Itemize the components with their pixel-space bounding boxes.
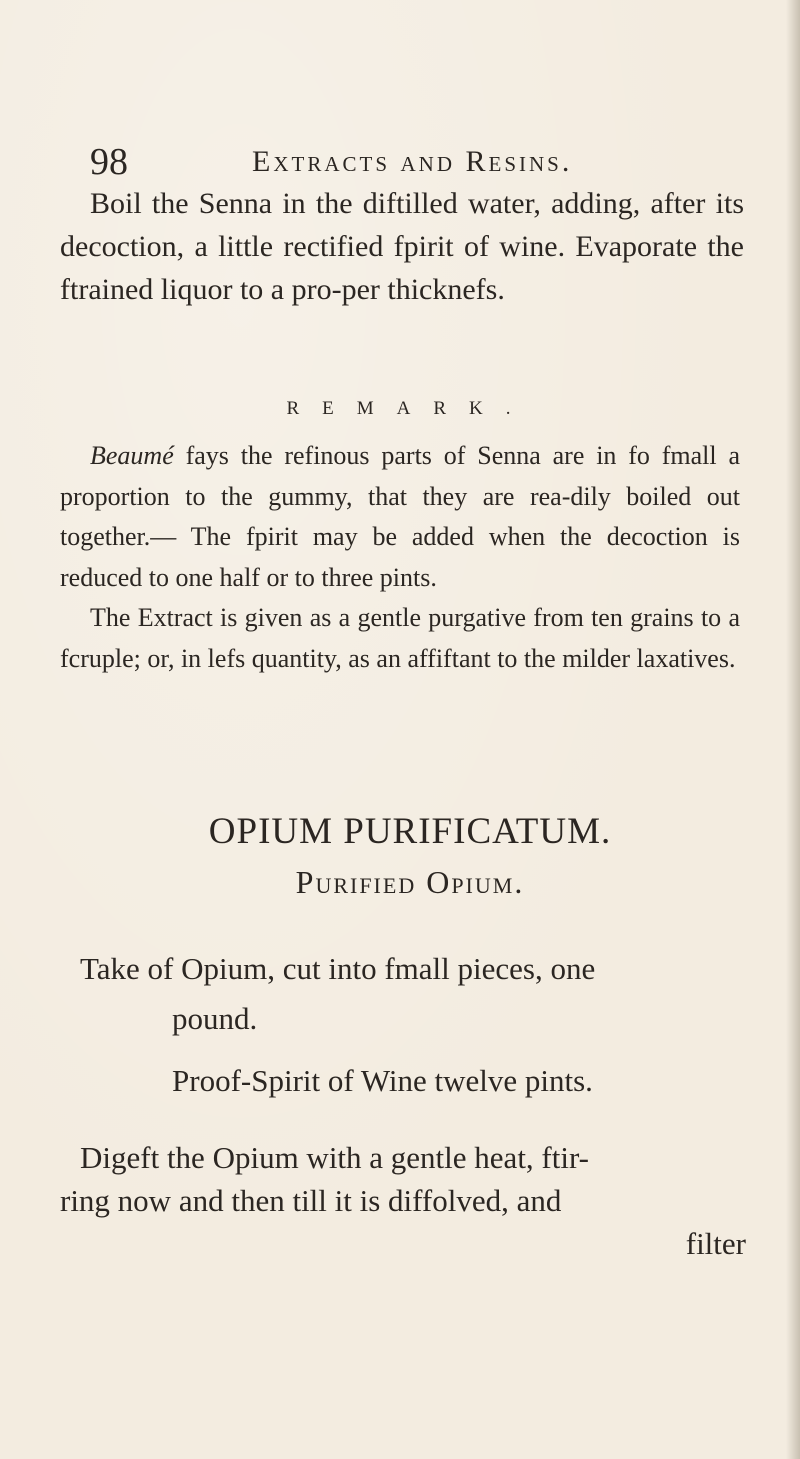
remark-paragraph-1-text: fays the refinous parts of Senna are in fo fmall a proportion to the gummy, that they are rea-dily boiled out together.— The fpirit may be added when the decoction is reduced to one half or to three pints.: [60, 441, 740, 592]
remark-heading: REMARK.: [286, 398, 534, 419]
remark-paragraph-2: The Extract is given as a gentle purgative from ten grains to a fcruple; or, in lefs quantity, as an affiftant to the milder laxatives.: [60, 603, 740, 673]
recipe-line-3: Proof-Spirit of Wine twelve pints.: [172, 1063, 593, 1098]
recipe-line-2: pound.: [172, 1001, 258, 1036]
section-subtitle: Purified Opium.: [295, 864, 525, 900]
remark-section: [60, 436, 740, 679]
recipe-ingredients: [60, 944, 750, 1106]
digest-line-1: Digeft the Opium with a gentle heat, ftir-: [80, 1140, 590, 1175]
running-head: Extracts and Resins.: [252, 145, 573, 178]
digest-line-2: ring now and then till it is diffolved, and: [60, 1183, 562, 1218]
section-title: OPIUM PURIFICATUM.: [208, 811, 612, 852]
remark-paragraph-1: [60, 436, 740, 598]
page-number: 98: [90, 141, 128, 183]
catchword: filter: [685, 1226, 746, 1261]
page-edge-shadow: [786, 0, 800, 1459]
digest-instructions: [60, 1136, 750, 1265]
senna-instructions-paragraph: Boil the Senna in the diftilled water, adding, after its decoction, a little rectified fpirit of wine. Evaporate the ftrained liquor to a pro-per thicknefs.: [60, 187, 744, 306]
recipe-line-1: Take of Opium, cut into fmall pieces, one: [80, 951, 596, 986]
remark-author: Beaumé: [90, 441, 174, 470]
